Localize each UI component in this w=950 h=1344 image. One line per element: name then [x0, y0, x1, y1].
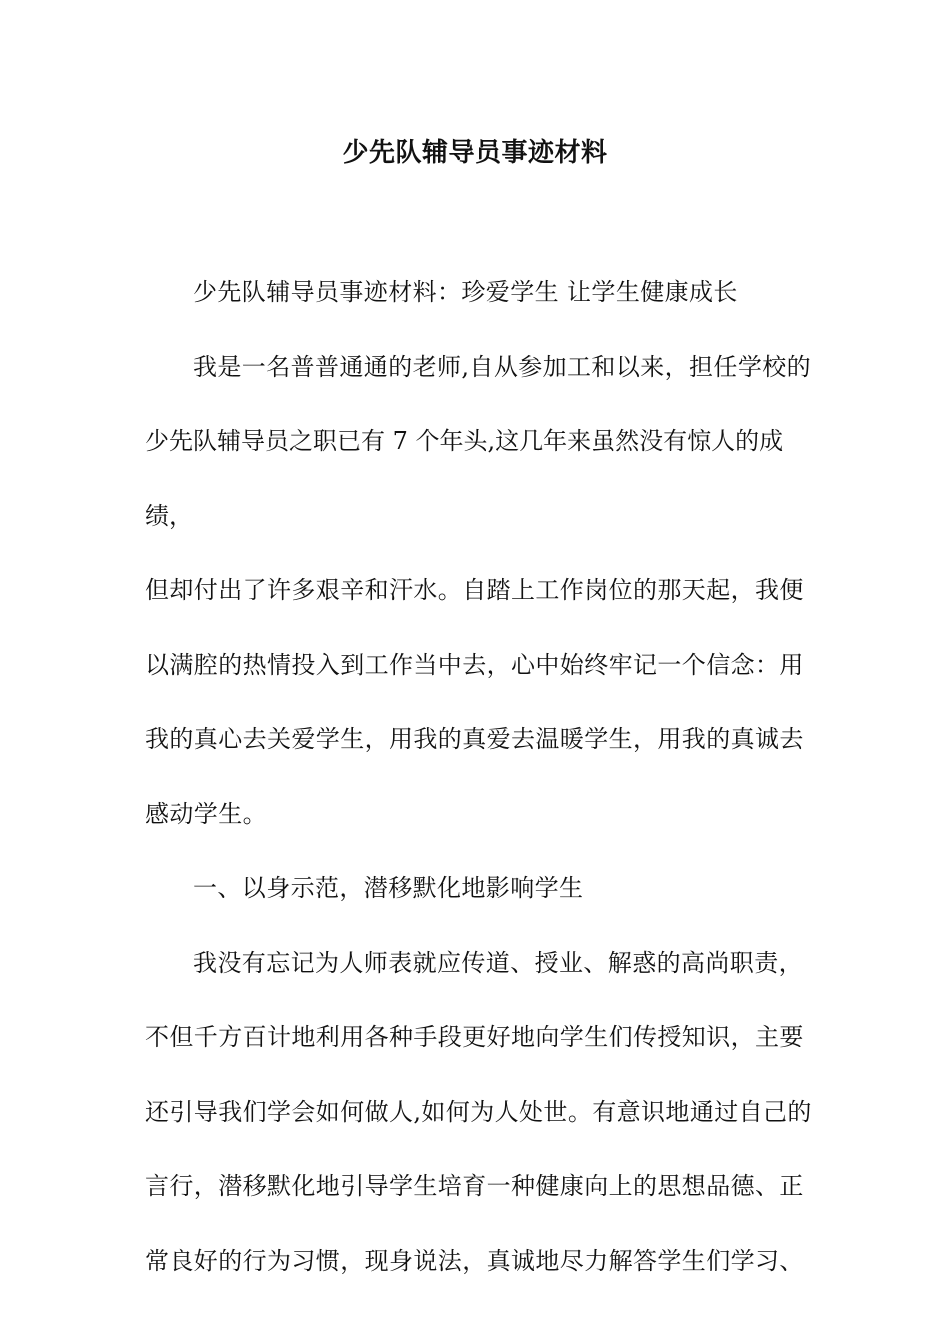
text-line: 不但千方百计地利用各种手段更好地向学生们传授知识，主要 — [145, 1023, 804, 1051]
text-line: 言行，潜移默化地引导学生培育一种健康向上的思想品德、正 — [145, 1172, 804, 1200]
text-line: 我的真心去关爱学生，用我的真爱去温暖学生，用我的真诚去 — [145, 725, 804, 753]
text-line: 少先队辅导员之职已有 7 个年头,这几年来虽然没有惊人的成绩， — [145, 427, 784, 530]
document-title: 少先队辅导员事迹材料 — [342, 138, 608, 168]
text-line: 但却付出了许多艰辛和汗水。自踏上工作岗位的那天起，我便 — [145, 576, 804, 604]
text-line: 常良好的行为习惯，现身说法，真诚地尽力解答学生们学习、 — [145, 1246, 804, 1275]
section-heading: 一、以身示范，潜移默化地影响学生 — [193, 874, 584, 902]
text-line: 我是一名普普通通的老师,自从参加工和以来，担任学校的 — [193, 352, 812, 381]
paragraph-section-heading — [145, 851, 825, 926]
document-body — [145, 255, 825, 1298]
text-line: 以满腔的热情投入到工作当中去，心中始终牢记一个信念：用 — [145, 650, 804, 679]
paragraph-subtitle — [145, 255, 825, 330]
paragraph-intro — [145, 330, 825, 852]
text-line: 感动学生。 — [145, 799, 267, 828]
text-line: 还引导我们学会如何做人,如何为人处世。有意识地通过自己的 — [145, 1097, 812, 1126]
text-line: 少先队辅导员事迹材料：珍爱学生 让学生健康成长 — [193, 278, 738, 306]
paragraph-section-body — [145, 926, 825, 1299]
text-line: 我没有忘记为人师表就应传道、授业、解惑的高尚职责， — [193, 948, 803, 977]
